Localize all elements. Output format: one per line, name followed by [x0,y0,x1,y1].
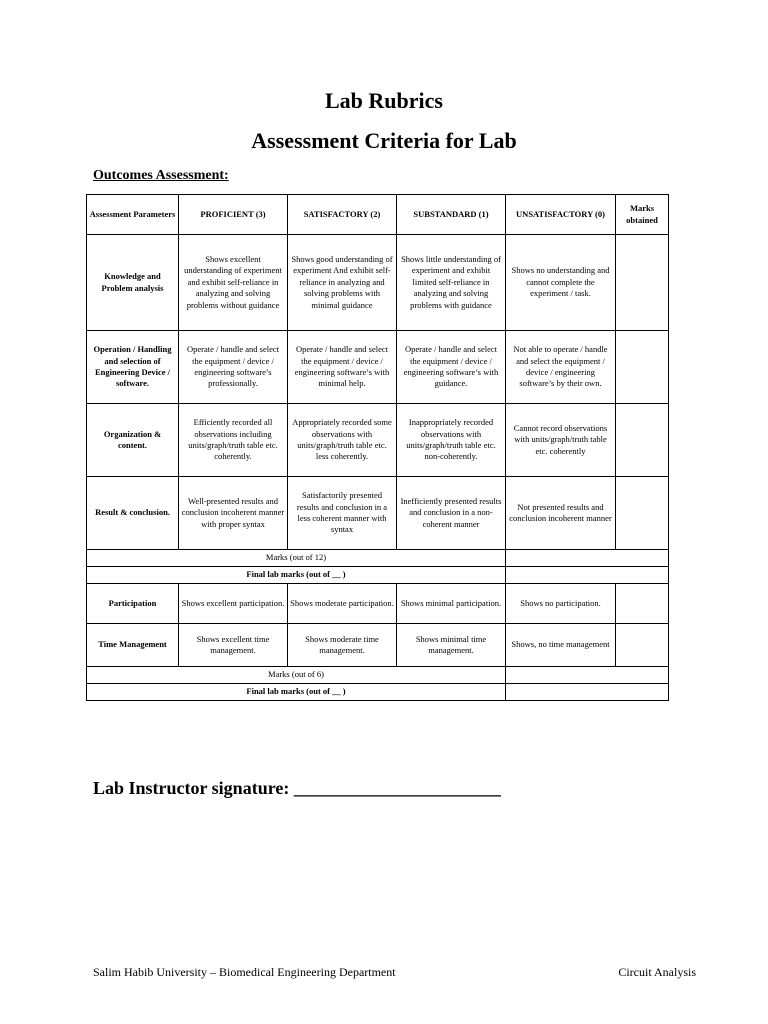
cell-satisfactory: Shows moderate participation. [288,584,397,624]
cell-unsatisfactory: Cannot record observations with units/graph/truth table etc. coherently [506,404,616,477]
cell-unsatisfactory: Shows no participation. [506,584,616,624]
marks-6-value [506,667,669,684]
header-unsatisfactory: UNSATISFACTORY (0) [506,195,616,235]
row-param: Operation / Handling and selection of Engineering Device / software. [87,331,179,404]
header-params: Assessment Parameters [87,195,179,235]
row-param: Knowledge and Problem analysis [87,235,179,331]
cell-unsatisfactory: Not presented results and conclusion incoherent manner [506,477,616,550]
cell-satisfactory: Satisfactorily presented results and conclusion in a less coherent manner with syntax [288,477,397,550]
cell-satisfactory: Shows moderate time management. [288,624,397,667]
table-row [87,331,669,404]
final-marks-row-1 [87,567,669,584]
row-param: Organization & content. [87,404,179,477]
page-title: Lab Rubrics [325,88,443,113]
table-row [87,477,669,550]
cell-proficient: Well-presented results and conclusion incoherent manner with proper syntax [179,477,288,550]
cell-unsatisfactory: Shows no understanding and cannot complete the experiment / task. [506,235,616,331]
cell-marks [616,235,669,331]
cell-proficient: Shows excellent understanding of experiment and exhibit self-reliance in analyzing and solving problems without guidance [179,235,288,331]
row-param: Time Management [87,624,179,667]
cell-marks [616,404,669,477]
cell-substandard: Inappropriately recorded observations with units/graph/truth table etc. non-coherently. [397,404,506,477]
outcomes-heading: Outcomes Assessment: [93,168,229,183]
table-row [87,235,669,331]
header-satisfactory: SATISFACTORY (2) [288,195,397,235]
table-row [87,584,669,624]
cell-unsatisfactory: Shows, no time management [506,624,616,667]
final-marks-value-2 [506,684,669,701]
cell-proficient: Shows excellent participation. [179,584,288,624]
footer-department: Salim Habib University – Biomedical Engineering Department [93,965,396,979]
row-param: Result & conclusion. [87,477,179,550]
marks-12-row [87,550,669,567]
row-param: Participation [87,584,179,624]
cell-satisfactory: Operate / handle and select the equipment / device / engineering software’s with minimal help. [288,331,397,404]
cell-substandard: Inefficiently presented results and conclusion in a non-coherent manner [397,477,506,550]
footer-course: Circuit Analysis [618,965,696,979]
cell-unsatisfactory: Not able to operate / handle and select the equipment / device / engineering software’s by their own. [506,331,616,404]
marks-12-value [506,550,669,567]
cell-substandard: Operate / handle and select the equipment / device / engineering software’s with guidance. [397,331,506,404]
cell-proficient: Shows excellent time management. [179,624,288,667]
cell-proficient: Operate / handle and select the equipment / device / engineering software’s professionally. [179,331,288,404]
table-row [87,624,669,667]
final-marks-value-1 [506,567,669,584]
cell-marks [616,584,669,624]
final-marks-row-2 [87,684,669,701]
final-marks-label-1: Final lab marks (out of __ ) [87,567,506,584]
table-row [87,404,669,477]
cell-marks [616,624,669,667]
marks-12-label: Marks (out of 12) [87,550,506,567]
cell-substandard: Shows minimal time management. [397,624,506,667]
page-subtitle: Assessment Criteria for Lab [251,128,517,153]
cell-satisfactory: Appropriately recorded some observations with units/graph/truth table etc. less coherently. [288,404,397,477]
cell-marks [616,477,669,550]
final-marks-label-2: Final lab marks (out of __ ) [87,684,506,701]
marks-6-row [87,667,669,684]
cell-substandard: Shows minimal participation. [397,584,506,624]
header-proficient: PROFICIENT (3) [179,195,288,235]
instructor-signature-line: Lab Instructor signature: _______________________ [93,778,501,798]
marks-6-label: Marks (out of 6) [87,667,506,684]
cell-marks [616,331,669,404]
cell-proficient: Efficiently recorded all observations including units/graph/truth table etc. coherently. [179,404,288,477]
cell-satisfactory: Shows good understanding of experiment And exhibit self-reliance in analyzing and solving problems with minimal guidance [288,235,397,331]
rubric-table [86,194,669,701]
cell-substandard: Shows little understanding of experiment and exhibit limited self-reliance in analyzing and solving problems with guidance [397,235,506,331]
header-marks: Marks obtained [616,195,669,235]
header-substandard: SUBSTANDARD (1) [397,195,506,235]
header-row [87,195,669,235]
